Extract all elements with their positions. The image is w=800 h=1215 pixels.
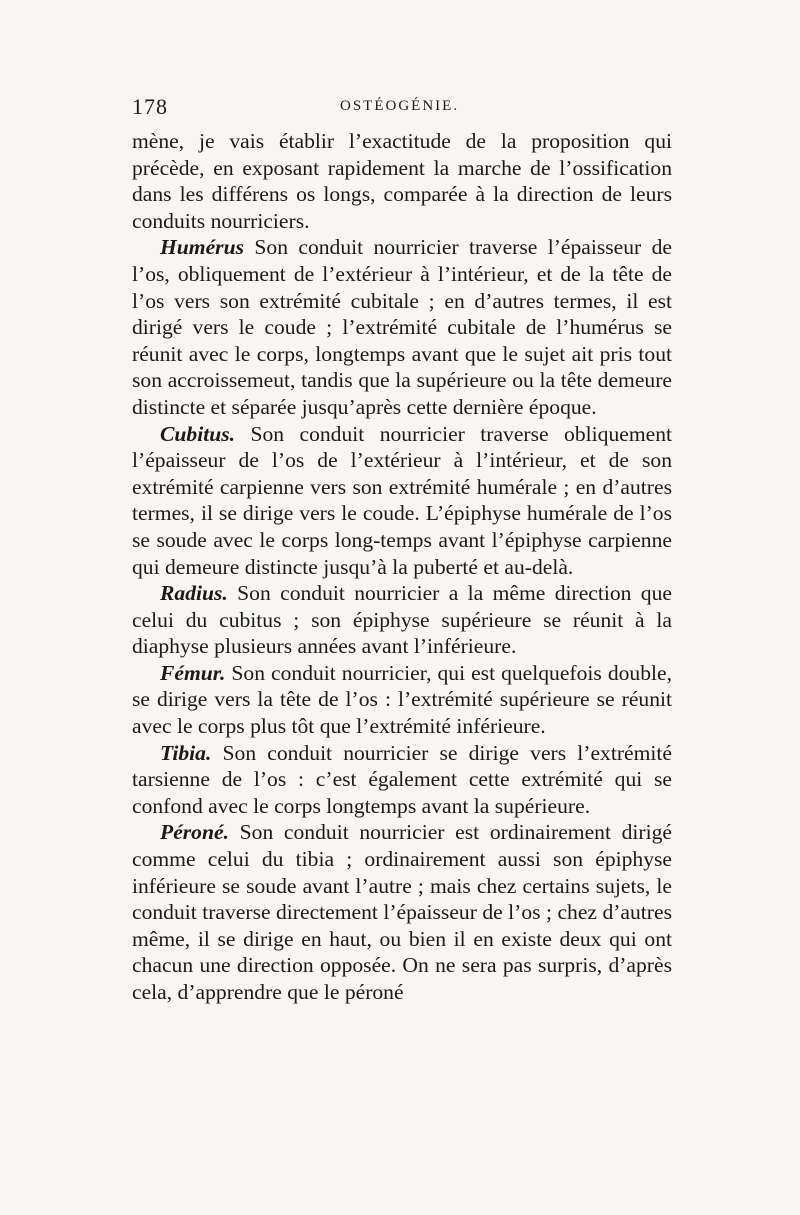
paragraph-term: Fémur. (160, 660, 226, 685)
paragraph-tibia (132, 740, 672, 820)
paragraph-text: Son conduit nourricier, qui est quelquefois double, se dirige vers la tête de l’os : l’extrémité supérieure se réunit avec le corps plus tôt que l’extrémité inférieure. (132, 660, 672, 739)
paragraph-continuation (132, 128, 672, 234)
paragraph-text: mène, je vais établir l’exactitude de la proposition qui précède, en exposant rapidement la marche de l’ossification dans les différens os longs, comparée à la direction de leurs conduits nourriciers. (132, 129, 672, 233)
paragraph-term: Humérus (160, 235, 245, 260)
paragraph-term: Radius. (160, 581, 228, 606)
paragraph-text: Son conduit nourricier traverse l’épaisseur de l’os, obliquement de l’extérieur à l’intérieur, et de la tête de l’os vers son extrémité cubitale ; en d’autres termes, il est dirigé vers le coude ; l’extrémité cubitale de l’humérus se réunit avec le corps, longtemps avant que le sujet ait pris tout son accroissemeut, tandis que la supérieure ou la tête demeure distincte et séparée jusqu’après cette dernière époque. (132, 235, 672, 419)
paragraph-text: Son conduit nourricier se dirige vers l’extrémité tarsienne de l’os : c’est également cette extrémité qui se confond avec le corps longtemps avant la supérieure. (132, 740, 672, 818)
paragraph-femur (132, 660, 672, 740)
paragraph-humerus (132, 234, 672, 420)
body-text (132, 128, 672, 1006)
paragraph-cubitus (132, 421, 672, 581)
page-header (132, 94, 672, 124)
paragraph-term: Cubitus. (160, 421, 236, 446)
page-number: 178 (132, 94, 168, 119)
paragraph-text: Son conduit nourricier a la même direction que celui du cubitus ; son épiphyse supérieure se réunit à la diaphyse plusieurs années avant l’inférieure. (132, 581, 672, 659)
paragraph-term: Péroné. (160, 820, 229, 845)
paragraph-radius (132, 580, 672, 660)
running-head: OSTÉOGÉNIE. (340, 98, 460, 114)
paragraph-text: Son conduit nourricier traverse obliquement l’épaisseur de l’os de l’extérieur à l’intérieur, et de son extrémité carpienne vers son extrémité humérale ; en d’autres termes, il se dirige vers le coude. L’épiphyse humérale de l’os se soude avec le corps long-temps avant l’épiphyse carpienne qui demeure distincte jusqu’à la puberté et au-delà. (132, 421, 672, 579)
paragraph-term: Tibia. (160, 740, 212, 765)
paragraph-text: Son conduit nourricier est ordinairement dirigé comme celui du tibia ; ordinairement aussi son épiphyse inférieure se soude avant l’autre ; mais chez certains sujets, le conduit traverse directement l’épaisseur de l’os ; chez d’autres même, il se dirige en haut, ou bien il en existe deux qui ont chacun une direction opposée. On ne sera pas surpris, d’après cela, d’apprendre que le péroné (132, 820, 672, 1004)
paragraph-perone (132, 819, 672, 1005)
